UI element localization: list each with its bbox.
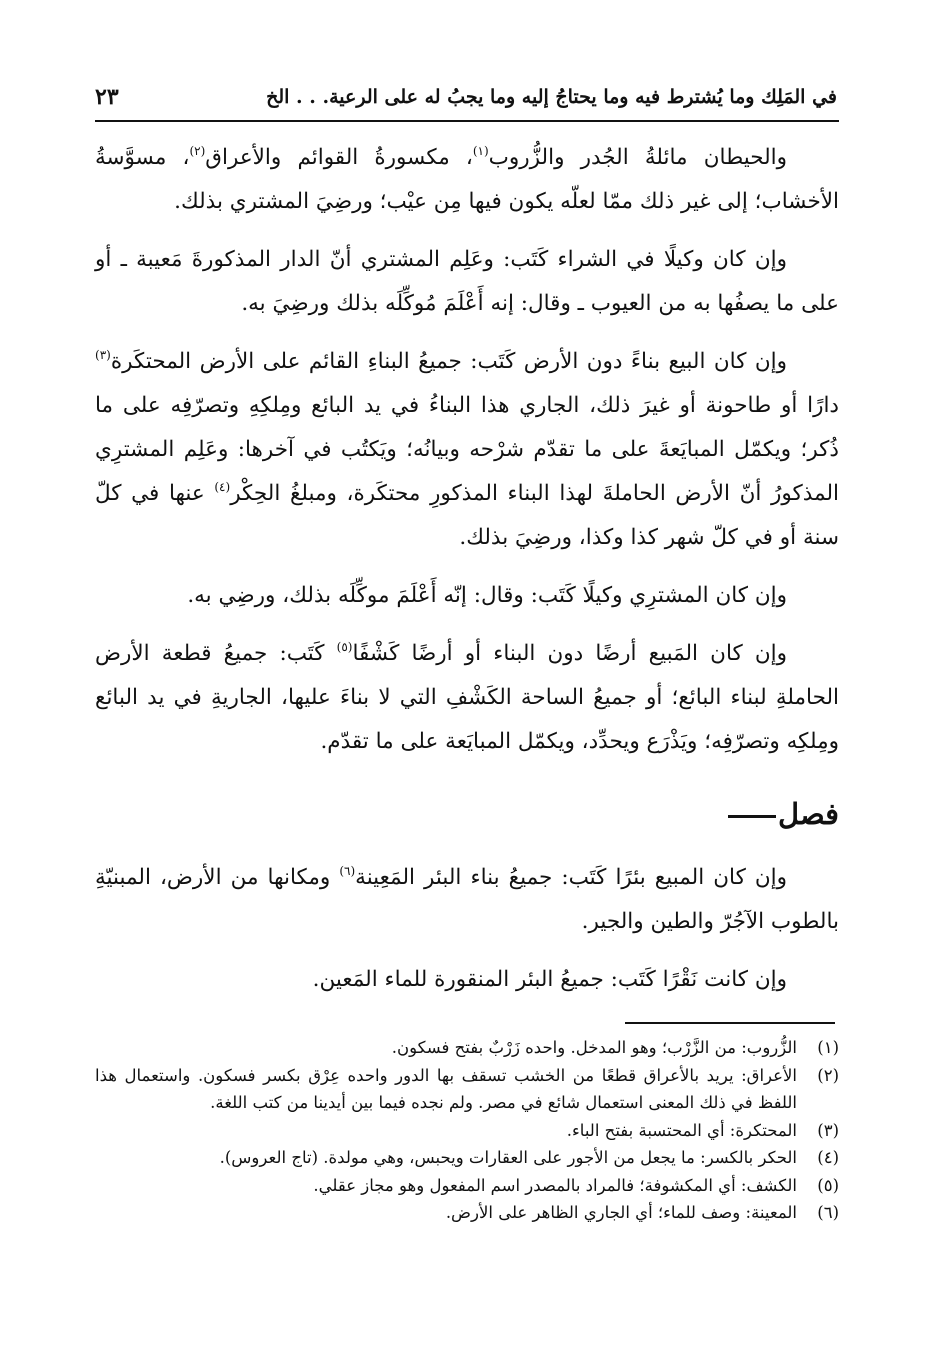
text-run: دارًا أو طاحونة أو غيرَ ذلك، الجاري هذا البناءُ في يد البائع ومِلكِهِ وتصرّفِه على ما ذُكر؛ ويكمّل المبايَعةَ على ما تقدّم شرْحه وبيانُه؛ ويَكتُب في آخرها: وعَلِم المشترِي المذكورُ أنّ الأرض الحاملةَ لهذا البناء المذكورِ محتكَرة، ومبلغُ الحِكْر	[95, 393, 839, 506]
paragraph	[95, 632, 839, 764]
footnote-ref: (٦)	[339, 864, 356, 878]
footnote-number: (٥)	[817, 1175, 839, 1195]
running-title: في المَلِك وما يُشترط فيه وما يحتاجُ إليه وما يجبُ له على الرعية. . . الخ	[266, 86, 837, 108]
footnote-ref: (١)	[472, 144, 489, 158]
footnote-text: الأعراق: يريد بالأعراق قطعًا من الخشب تسقف بها الدور واحده عِرْق بكسر فسكون. واستعمال هذا اللفظ في ذلك المعنى استعمال شائع في مصر. ولم نجده فيما بين أيدينا من كتب اللغة.	[95, 1065, 797, 1112]
page	[95, 84, 839, 1227]
section-heading-text: فصل	[778, 797, 839, 831]
text-run: وإن كان المبيع بئرًا كَتَب: جميعُ بناء البئر المَعِينة	[355, 865, 787, 890]
text-run: عنها في كلّ سنة أو في كلّ شهر كذا وكذا، ورضِيَ بذلك.	[95, 481, 839, 550]
paragraph	[95, 340, 839, 560]
footnote-text: الزُّروب: من الزَّرْب؛ وهو المدخل. واحده زَرْبٌ بفتح فسكون.	[391, 1038, 797, 1057]
page-header	[95, 84, 839, 122]
footnote-text: الكشف: أي المكشوفة؛ فالمراد بالمصدر اسم المفعول وهو مجاز عقلي.	[313, 1175, 797, 1195]
footnote-number: (٤)	[817, 1148, 839, 1167]
text-run: وإن كان المَبيع أرضًا دون البناء أو أرضًا كَشْفًا	[352, 641, 787, 666]
paragraph	[95, 856, 839, 944]
footnotes	[95, 1034, 839, 1227]
footnote-ref: (٢)	[189, 144, 206, 158]
text-run: ، مسوَّسةُ الأخشاب؛ إلى غير ذلك ممّا لعلّه يكون فيها مِن عيْب؛ ورضِيَ المشتري بذلك.	[95, 145, 839, 214]
footnote	[95, 1062, 839, 1117]
text-run: والحيطان مائلةُ الجُدر والزُّروب	[488, 145, 787, 170]
footnote-number: (٣)	[817, 1120, 839, 1140]
footnote-text: الحكر بالكسر: ما يجعل من الأجور على العقارات ويحبس، وهي مولدة. (تاج العروس).	[219, 1148, 797, 1167]
footnote-text: المعينة: وصف للماء؛ أي الجاري الظاهر على الأرض.	[445, 1203, 797, 1222]
footnote-ref: (٥)	[336, 640, 353, 654]
footnote	[95, 1199, 839, 1227]
footnote-number: (٦)	[817, 1203, 839, 1222]
text-run: وإن كان المشترِي وكيلًا كَتَب: وقال: إنّه أَعْلَمَ موكِّلَه بذلك، ورضِي به.	[187, 583, 787, 608]
heading-underline	[728, 815, 776, 818]
section-heading	[95, 790, 839, 838]
paragraph	[95, 958, 839, 1002]
footnote-number: (٢)	[817, 1065, 839, 1085]
footnote	[95, 1172, 839, 1200]
footnote	[95, 1117, 839, 1145]
footnote-separator	[625, 1022, 835, 1024]
text-run: وإن كان البيع بناءً دون الأرض كَتَب: جميعُ البناءِ القائم على الأرض المحتكَرة	[110, 349, 787, 374]
footnote-number: (١)	[817, 1038, 839, 1057]
footnote-text: المحتكرة: أي المحتسبة بفتح الباء.	[566, 1120, 797, 1140]
text-run: ، مكسورةُ القوائم والأعراق	[205, 145, 473, 170]
paragraph	[95, 238, 839, 326]
footnote-ref: (٤)	[214, 480, 231, 494]
text-run: ومكانها من الأرض، المبنيّةِ بالطوب الآجُرّ والطين والجير.	[95, 865, 839, 934]
body-text	[95, 136, 839, 1002]
footnote	[95, 1034, 839, 1062]
text-run: وإن كان وكيلًا في الشراء كَتَب: وعَلِم المشتري أنّ الدار المذكورةَ مَعيبة ـ أو على ما يصفُها به من العيوب ـ وقال: إنه أَعْلَمَ مُوكِّلَه بذلك ورضِيَ به.	[95, 247, 839, 316]
text-run: كَتَب: جميعُ قطعة الأرض الحاملةِ لبناء البائع؛ أو جميعُ الساحة الكَشْفِ التي لا بناءَ عليها، الجاريةِ في يد البائع ومِلكِه وتصرّفِه؛ ويَذْرَع ويحدِّد، ويكمّل المبايَعة على ما تقدّم.	[95, 641, 839, 754]
paragraph	[95, 136, 839, 224]
footnote-ref: (٣)	[95, 348, 111, 362]
paragraph	[95, 574, 839, 618]
text-run: وإن كانت نَقْرًا كَتَب: جميعُ البئر المنقورة للماء المَعين.	[312, 967, 787, 992]
page-number: ٢٣	[95, 84, 119, 110]
footnote	[95, 1144, 839, 1172]
